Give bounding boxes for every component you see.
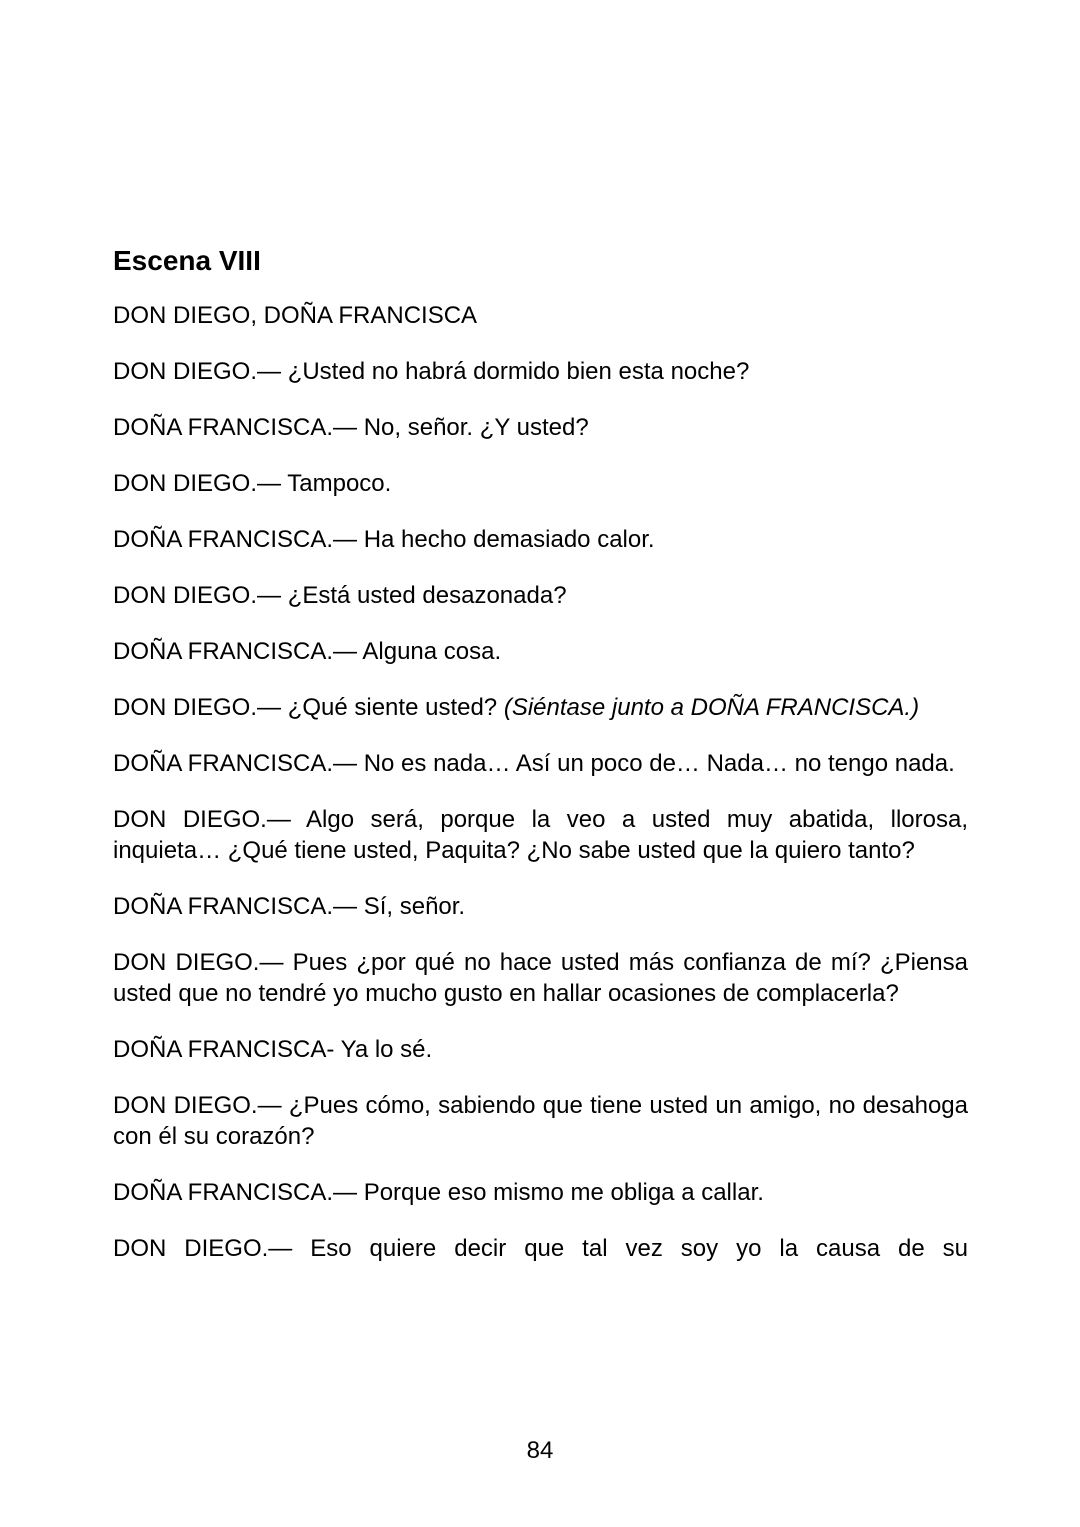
dialogue (113, 356, 968, 1264)
speech-text: ¿Pues cómo, sabiendo que tiene usted un amigo, no desahoga con él su corazón? (113, 1092, 968, 1150)
dialogue-line (113, 692, 968, 723)
speaker-name: DON DIEGO.— (113, 1092, 282, 1119)
dialogue-line (113, 748, 968, 779)
speaker-name: DON DIEGO.— (113, 582, 282, 609)
speaker-name: DON DIEGO.— (113, 694, 282, 721)
speaker-name: DOÑA FRANCISCA.— (113, 1179, 358, 1206)
dialogue-line (113, 1090, 968, 1152)
dialogue-line (113, 1177, 968, 1208)
speech-text: Ha hecho demasiado calor. (363, 526, 655, 553)
speaker-name: DOÑA FRANCISCA.— (113, 638, 358, 665)
dialogue-line (113, 1034, 968, 1065)
speech-text: No, señor. ¿Y usted? (363, 414, 589, 441)
scene-title: Escena VIII (113, 245, 261, 276)
speaker-name: DOÑA FRANCISCA.— (113, 414, 358, 441)
speech-text: Tampoco. (287, 470, 392, 497)
speaker-name: DOÑA FRANCISCA.— (113, 750, 358, 777)
speech-text: Sí, señor. (363, 893, 466, 920)
speaker-name: DOÑA FRANCISCA.— (113, 526, 358, 553)
speech-text: No es nada… Así un poco de… Nada… no tengo nada. (363, 750, 955, 777)
speech-text: ¿Está usted desazonada? (287, 582, 567, 609)
dialogue-line (113, 1233, 968, 1264)
dialogue-line (113, 468, 968, 499)
speaker-name: DOÑA FRANCISCA- (113, 1036, 335, 1063)
stage-direction: (Siéntase junto a DOÑA FRANCISCA.) (503, 694, 920, 721)
speech-text: Pues ¿por qué no hace usted más confianza de mí? ¿Piensa usted que no tendré yo mucho gusto en hallar ocasiones de complacerla? (113, 949, 968, 1007)
speech-text: ¿Qué siente usted? (287, 694, 498, 721)
dialogue-line (113, 580, 968, 611)
scene-characters: DON DIEGO, DOÑA FRANCISCA (113, 302, 478, 329)
speech-text: Ya lo sé. (340, 1036, 433, 1063)
dialogue-line (113, 947, 968, 1009)
dialogue-line (113, 636, 968, 667)
page-number: 84 (526, 1437, 554, 1464)
scene-content (113, 243, 968, 1289)
speaker-name: DON DIEGO.— (113, 358, 282, 385)
speech-text: Algo será, porque la veo a usted muy abatida, llorosa, inquieta… ¿Qué tiene usted, Paquita? ¿No sabe usted que la quiero tanto? (113, 806, 969, 864)
speech-text: Porque eso mismo me obliga a callar. (363, 1179, 764, 1206)
dialogue-line (113, 356, 968, 387)
speaker-name: DON DIEGO.— (113, 470, 282, 497)
speaker-name: DON DIEGO.— (113, 949, 284, 976)
speaker-name: DON DIEGO.— (113, 806, 291, 833)
dialogue-line (113, 412, 968, 443)
speech-text: Alguna cosa. (362, 638, 502, 665)
speech-text: Eso quiere decir que tal vez soy yo la causa de su (310, 1235, 968, 1262)
dialogue-line (113, 891, 968, 922)
dialogue-line (113, 524, 968, 555)
dialogue-line (113, 804, 968, 866)
speaker-name: DON DIEGO.— (113, 1235, 293, 1262)
speech-text: ¿Usted no habrá dormido bien esta noche? (287, 358, 750, 385)
speaker-name: DOÑA FRANCISCA.— (113, 893, 358, 920)
